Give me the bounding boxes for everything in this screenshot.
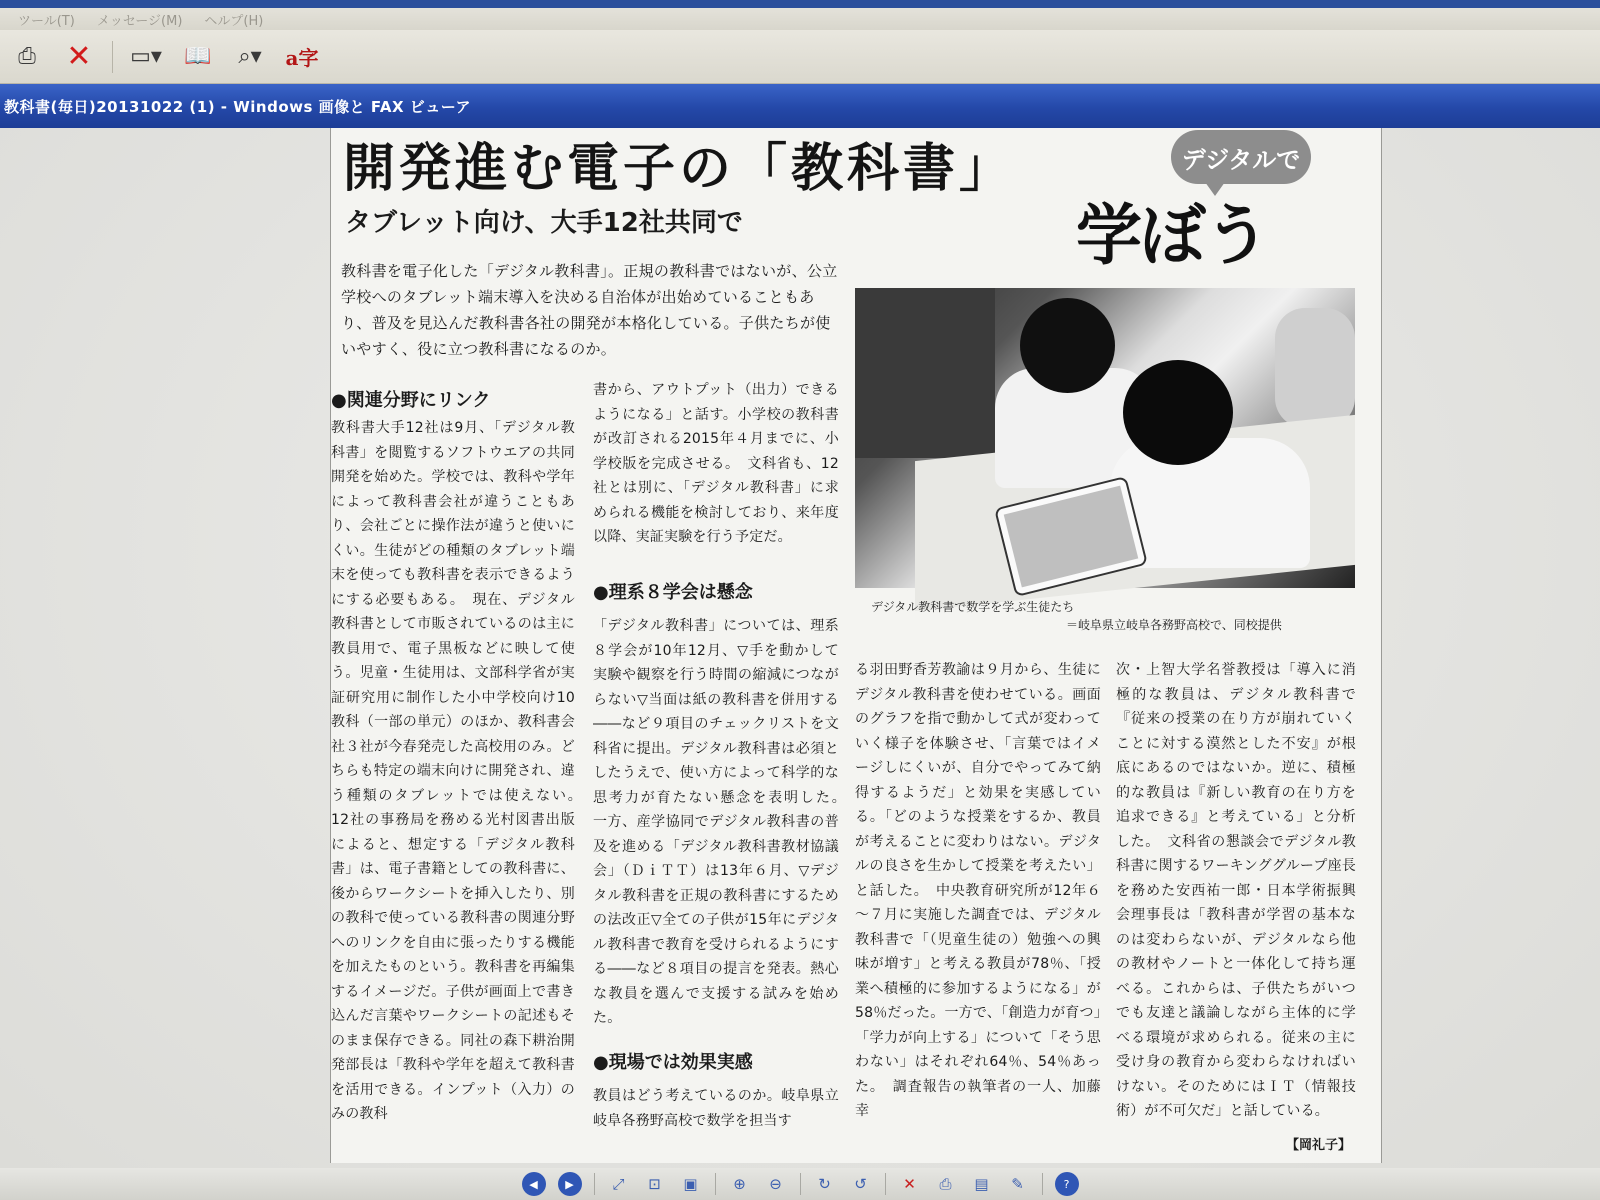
- delete-icon[interactable]: ✕: [66, 39, 92, 74]
- article-photo: [855, 288, 1355, 588]
- nav-separator: [715, 1173, 716, 1195]
- actual-size-icon[interactable]: ⊡: [648, 1175, 661, 1193]
- slideshow-icon[interactable]: ▣: [683, 1175, 698, 1193]
- nav-separator: [885, 1173, 886, 1195]
- article-subhead: タブレット向け、大手12社共同で: [345, 208, 743, 238]
- delete-icon[interactable]: ✕: [903, 1175, 916, 1193]
- save-icon[interactable]: ▤: [974, 1175, 989, 1193]
- best-fit-icon[interactable]: ⤢: [612, 1175, 625, 1193]
- article-column-4: 次・上智大学名誉教授は「導入に消極的な教員は、デジタル教科書で『従来の授業の在り方が崩れていくことに対する漠然とした不安』が根底にあるのではないか。逆に、積極的な教員は『新しい教育の在り方を追求できる』と考えている」と分析した。 文科省の懇談会でデジタル教科書に関するワーキンググループ座長を務めた安西祐一郎・日本学術振興会理事長は「教科書が学習の基本なのは変わらないが、デジタルなら他の教材やノートと一体化して持ち運べる。これからは、子供たちがいつでも友達と議論しながら主体的に学べる環境が求められる。従来の主に受け身の教育から変わらなければいけない。そのためにはＩＴ（情報技術）が不可欠だ」と話している。: [1116, 662, 1356, 1119]
- photo-caption: デジタル教科書で数学を学ぶ生徒たち: [871, 600, 1075, 614]
- printer-icon[interactable]: ⎙: [18, 44, 36, 69]
- zoom-in-icon[interactable]: ⊕: [733, 1175, 746, 1193]
- print-icon[interactable]: ⎙: [939, 1175, 952, 1193]
- nav-separator: [800, 1173, 801, 1195]
- rotate-counterclockwise-icon[interactable]: ↺: [854, 1175, 867, 1193]
- logo-main-text: 学ぼう: [1076, 197, 1268, 274]
- nav-separator: [1042, 1173, 1043, 1195]
- menu-help[interactable]: ヘルプ(H): [204, 13, 264, 29]
- menu-bar: [0, 0, 1600, 30]
- next-image-icon[interactable]: ▶: [558, 1172, 582, 1196]
- logo-bubble: デジタルで: [1171, 130, 1311, 184]
- window-title-bar: [0, 84, 1600, 128]
- photo-credit: ＝岐阜県立岐阜各務野高校で、同校提供: [1066, 618, 1282, 632]
- article-column-2-top: 書から、アウトプット（出力）できるようになる」と話す。小学校の教科書が改訂される2015年４月までに、小学校版を完成させる。 文科省も、12社とは別に、「デジタル教科書」に求められる機能を検討しており、来年度以降、実証実験を行う予定だ。: [593, 382, 839, 545]
- viewer-navigation-bar: [0, 1168, 1600, 1200]
- open-book-icon[interactable]: 📖: [184, 44, 212, 69]
- photo-shape: [855, 288, 995, 458]
- photo-shape: [1020, 298, 1115, 393]
- column-logo: [1076, 130, 1306, 274]
- article-lead: 教科書を電子化した「デジタル教科書」。正規の教科書ではないが、公立学校へのタブレット端末導入を決める自治体が出始めていることもあり、普及を見込んだ教科書各社の開発が本格化している。子供たちが使いやすく、役に立つ教科書になるのか。: [341, 262, 838, 358]
- article-column-2-body: 「デジタル教科書」については、理系８学会が10年12月、▽手を動かして実験や観察を行う時間の縮減につながらない▽当面は紙の教科書を併用する――など９項目のチェックリストを文科省に提出。デジタル教科書は必須としたうえで、使い方によって科学的な思考力が育たない懸念を表明した。 一方、産学協同でデジタル教科書の普及を進める「デジタル教科書教材協議会」（ＤｉＴＴ）は13年６月、▽デジタル教科書を正規の教科書にするための法改正▽全ての子供が15年にデジタル教科書で教育を受けられるようにする――など８項目の提言を発表。熱心な教員を選んで支援する試みを始めた。: [593, 618, 854, 1026]
- section-heading-1: ●関連分野にリンク: [331, 390, 491, 411]
- help-icon[interactable]: ?: [1055, 1172, 1079, 1196]
- article-byline: 【岡礼子】: [1286, 1138, 1352, 1153]
- nav-separator: [594, 1173, 595, 1195]
- toolbar: [0, 30, 1600, 84]
- article-headline: 開発進む電子の「教科書」: [343, 139, 1016, 199]
- zoom-out-icon[interactable]: ⊖: [769, 1175, 782, 1193]
- article-column-1: 教科書大手12社は9月、「デジタル教科書」を閲覧するソフトウエアの共同開発を始めた。学校では、教科や学年によって教科書会社が違うこともあり、会社ごとに操作法が違うと使いにくい。生徒がどの種類のタブレット端末を使っても教科書を表示できるようにする必要もある。 現在、デジタル教科書として市販されているのは主に教員用で、電子黒板などに映して使う。児童・生徒用は、文部科学省が実証研究用に制作した小中学校向け10教科（一部の単元）のほか、教科書会社３社が今春発売した高校用のみ。どちらも特定の端末向けに開発され、違う種類のタブレットでは使えない。 12社の事務局を務める光村図書出版によると、想定する「デジタル教科書」は、電子書籍としての教科書に、後からワークシートを挿入したり、別の教科で使っている教科書の関連分野へのリンクを自由に張ったりする機能を加えたものという。教科書を再編集するイメージだ。子供が画面上で書き込んだ言葉やワークシートの記述もそのまま保存できる。同社の森下耕治開発部長は「教科や学年を超えて教科書を活用できる。インプット（入力）のみの教科: [331, 420, 590, 1122]
- font-label: a字: [285, 46, 319, 70]
- previous-image-icon[interactable]: ◀: [522, 1172, 546, 1196]
- photo-shape: [1123, 360, 1233, 465]
- menu-message[interactable]: メッセージ(M): [96, 13, 183, 29]
- zoom-icon[interactable]: ⌕▾: [238, 44, 262, 69]
- menu-tools[interactable]: ツール(T): [18, 13, 75, 29]
- newspaper-page: [330, 128, 1382, 1163]
- article-column-3: る羽田野香芳教諭は９月から、生徒にデジタル教科書を使わせている。画面のグラフを指で動かして式が変わっていく様子を体験させ、「言葉ではイメージしにくいが、自分でやってみて納得するようだ」と効果を実感している。「どのような授業をするか、教員が考えることに変わりはない。デジタルの良さを生かして授業を考えたい」と話した。 中央教育研究所が12年６～７月に実施した調査では、デジタル教科書で「（児童生徒の）勉強への興味が増す」と考える教員が78％、「授業へ積極的に参加するようになる」が58％だった。一方で、「創造力が育つ」「学力が向上する」について「そう思わない」はそれぞれ64％、54％あった。 調査報告の執筆者の一人、加藤幸: [855, 662, 1101, 1119]
- image-viewer-area[interactable]: [0, 128, 1600, 1168]
- edit-icon[interactable]: ✎: [1011, 1175, 1024, 1193]
- article-column-2-bottom: 教員はどう考えているのか。岐阜県立岐阜各務野高校で数学を担当す: [593, 1088, 839, 1129]
- font-icon[interactable]: [283, 38, 321, 76]
- toolbar-separator: [112, 41, 113, 73]
- photo-shape: [1275, 308, 1355, 428]
- section-heading-2: ●理系８学会は懸念: [593, 582, 753, 603]
- section-heading-3: ●現場では効果実感: [593, 1052, 753, 1073]
- copy-icon[interactable]: ▭▾: [130, 44, 162, 69]
- rotate-clockwise-icon[interactable]: ↻: [818, 1175, 831, 1193]
- window-title: 教科書(毎日)20131022 (1) - Windows 画像と FAX ビューア: [4, 97, 472, 116]
